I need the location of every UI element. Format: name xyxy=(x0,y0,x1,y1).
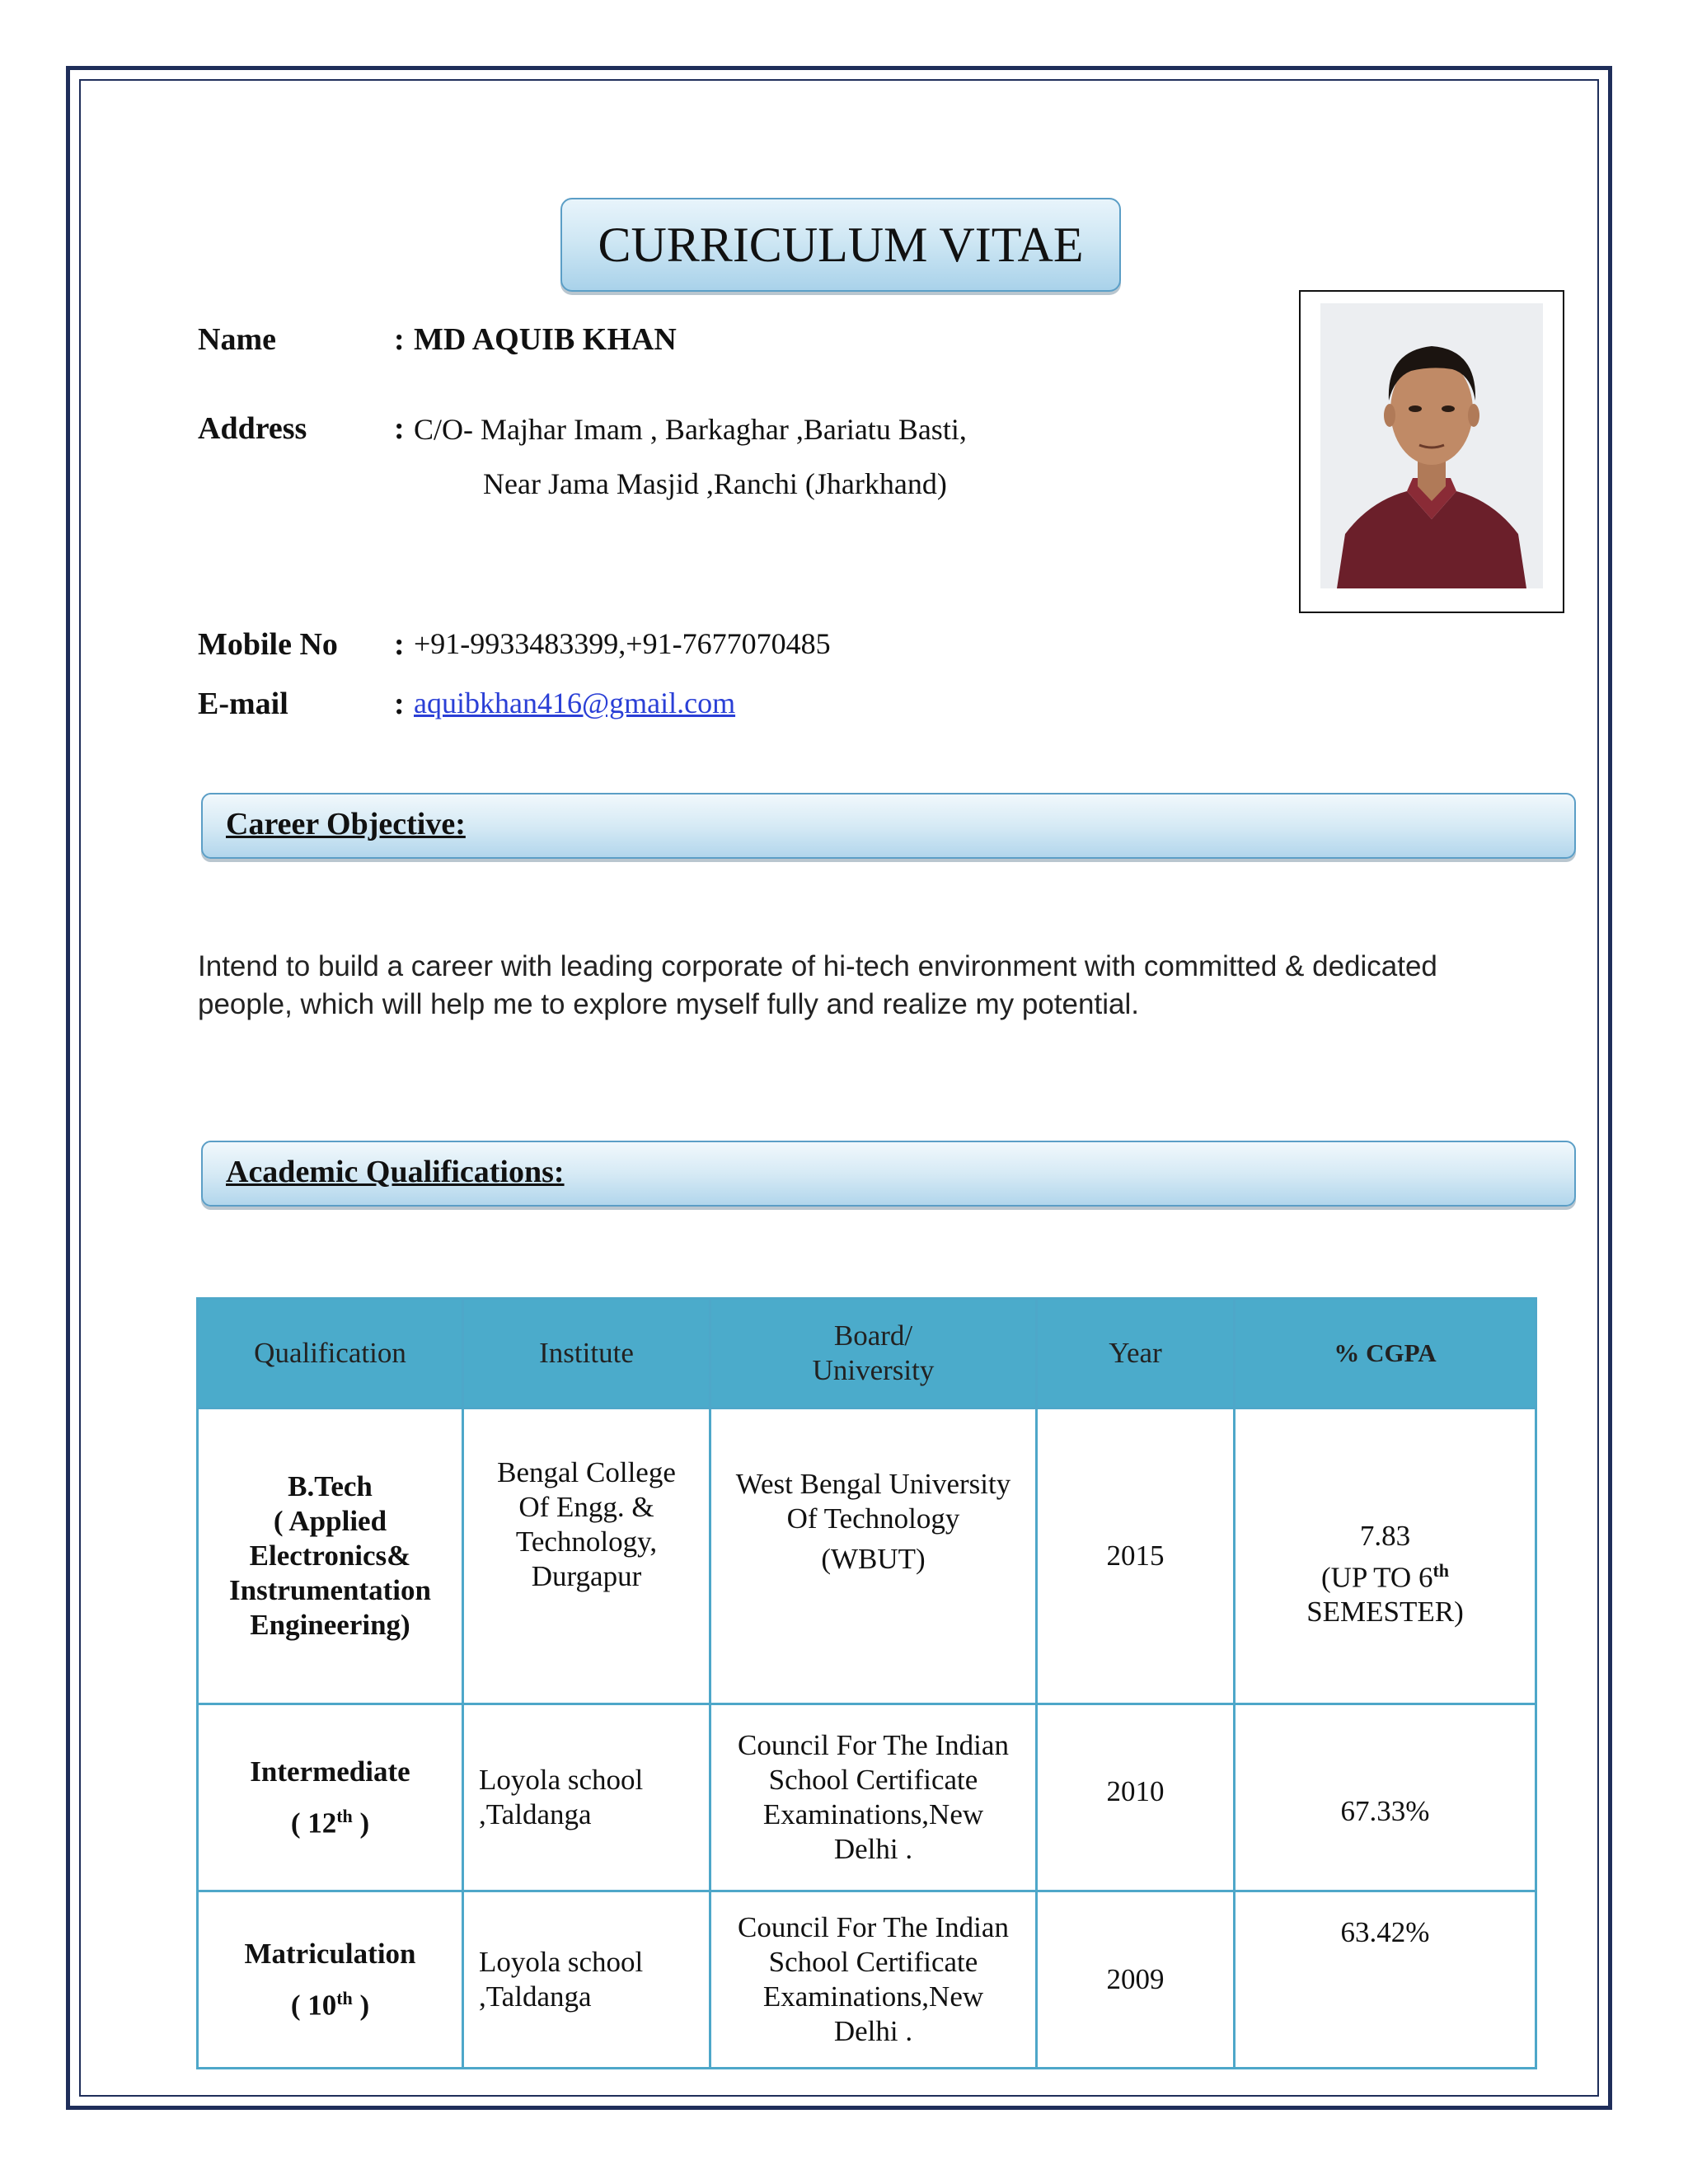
table-row xyxy=(198,1408,1536,1704)
column-header-qualification: Qualification xyxy=(198,1299,463,1408)
board-line: Delhi . xyxy=(833,1833,913,1865)
email-link[interactable]: aquibkhan416@gmail.com xyxy=(414,687,736,719)
address-line-1: C/O- Majhar Imam , Barkaghar ,Bariatu Basti, xyxy=(414,413,967,446)
cell-institute xyxy=(463,1891,710,2069)
qualification-line: Engineering) xyxy=(250,1609,410,1641)
cgpa-note: (UP TO 6 xyxy=(1320,1561,1433,1594)
column-header-institute: Institute xyxy=(463,1299,710,1408)
qualification-line: B.Tech xyxy=(288,1470,373,1502)
qualification-line: Instrumentation xyxy=(228,1574,432,1606)
board-line: Of Technology xyxy=(786,1502,960,1535)
email-colon: : xyxy=(394,687,405,721)
cell-year: 2015 xyxy=(1037,1408,1235,1704)
address-colon: : xyxy=(394,411,405,446)
column-header-board-line1: Board/ xyxy=(833,1319,913,1352)
name-label: Name xyxy=(198,322,276,357)
career-objective-text: Intend to build a career with leading corporate of hi-tech environment with committed & dedicated people, which will help me to explore myself fully and realize my potential. xyxy=(198,950,1437,1020)
qualification-line: ) xyxy=(352,1807,370,1840)
board-line: Examinations,New xyxy=(762,1980,984,2013)
cell-institute xyxy=(463,1704,710,1891)
cell-board xyxy=(710,1704,1037,1891)
board-line: School Certificate xyxy=(768,1764,978,1796)
email-label: E-mail xyxy=(198,687,288,721)
board-line: Delhi . xyxy=(833,2015,913,2047)
column-header-year: Year xyxy=(1037,1299,1235,1408)
document-title-text: CURRICULUM VITAE xyxy=(598,217,1084,272)
cgpa-value: 7.83 xyxy=(1359,1519,1411,1552)
institute-line: Of Engg. & xyxy=(518,1491,654,1523)
table-header-row xyxy=(198,1299,1536,1408)
institute-line: Loyola school xyxy=(479,1946,644,1978)
institute-line: ,Taldanga xyxy=(479,1980,592,2013)
address-label: Address xyxy=(198,411,307,446)
name-value: MD AQUIB KHAN xyxy=(414,322,677,357)
cgpa-note: SEMESTER) xyxy=(1306,1596,1464,1629)
institute-line: Loyola school xyxy=(479,1764,644,1796)
column-header-board-line2: University xyxy=(812,1354,935,1386)
mobile-label: Mobile No xyxy=(198,627,338,662)
address-line-2: Near Jama Masjid ,Ranchi (Jharkhand) xyxy=(483,467,947,500)
institute-line: Durgapur xyxy=(531,1560,642,1592)
document-title xyxy=(560,198,1121,292)
name-colon: : xyxy=(394,322,405,357)
cell-qualification xyxy=(198,1704,463,1891)
board-line: West Bengal University xyxy=(735,1468,1011,1500)
email-value-wrapper xyxy=(414,686,735,720)
qualification-line: ) xyxy=(352,1989,370,2022)
cell-year: 2010 xyxy=(1037,1704,1235,1891)
qualification-line: ( Applied xyxy=(273,1505,387,1537)
cgpa-note-superscript: th xyxy=(1432,1559,1450,1581)
qualification-line: ( 10 xyxy=(290,1989,337,2022)
table-row xyxy=(198,1704,1536,1891)
board-line: Council For The Indian xyxy=(738,1729,1009,1761)
board-line: Examinations,New xyxy=(762,1798,984,1830)
qualification-line: Matriculation xyxy=(244,1937,416,1970)
profile-photo xyxy=(1320,303,1543,588)
institute-line: Bengal College xyxy=(497,1456,676,1488)
cell-year: 2009 xyxy=(1037,1891,1235,2069)
academic-qualifications-title: Academic Qualifications: xyxy=(226,1155,565,1189)
column-header-board xyxy=(710,1299,1037,1408)
career-objective-title: Career Objective: xyxy=(226,807,466,841)
mobile-value: +91-9933483399,+91-7677070485 xyxy=(414,627,831,660)
cell-board xyxy=(710,1891,1037,2069)
career-objective-header xyxy=(201,793,1576,859)
cell-cgpa: 67.33% xyxy=(1235,1704,1536,1891)
qualification-superscript: th xyxy=(336,1987,353,2008)
board-line: Council For The Indian xyxy=(738,1911,1009,1943)
qualification-line: Intermediate xyxy=(250,1755,410,1788)
qualifications-table xyxy=(196,1297,1537,2069)
institute-line: ,Taldanga xyxy=(479,1798,592,1830)
qualification-superscript: th xyxy=(336,1805,353,1826)
cell-cgpa: 63.42% xyxy=(1235,1891,1536,2069)
board-line: (WBUT) xyxy=(821,1543,926,1575)
cell-qualification xyxy=(198,1408,463,1704)
portrait-illustration xyxy=(1320,303,1543,588)
profile-photo-frame xyxy=(1299,290,1564,613)
column-header-cgpa: % CGPA xyxy=(1235,1299,1536,1408)
table-row xyxy=(198,1891,1536,2069)
mobile-colon: : xyxy=(394,627,405,662)
board-line: School Certificate xyxy=(768,1946,978,1978)
cell-institute xyxy=(463,1408,710,1704)
qualification-line: Electronics& xyxy=(249,1540,411,1572)
cell-cgpa xyxy=(1235,1408,1536,1704)
qualification-line: ( 12 xyxy=(290,1807,337,1840)
cell-board xyxy=(710,1408,1037,1704)
academic-qualifications-header xyxy=(201,1141,1576,1207)
cell-qualification xyxy=(198,1891,463,2069)
institute-line: Technology, xyxy=(515,1526,658,1558)
